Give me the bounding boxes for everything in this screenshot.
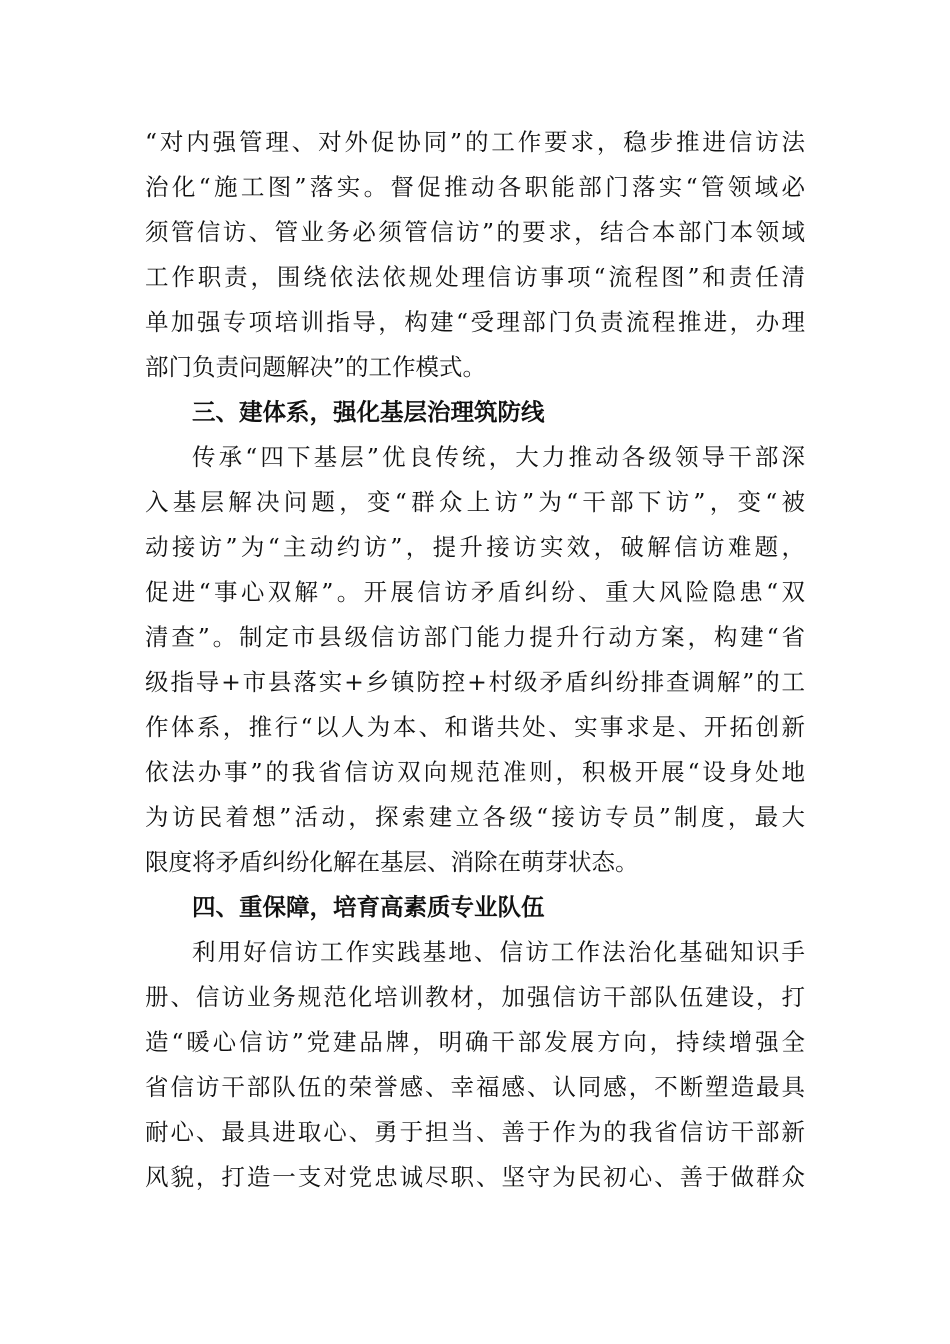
body-line: 依法办事”的我省信访双向规范准则，积极开展“设身处地 xyxy=(145,758,805,786)
body-line: 须管信访、管业务必须管信访”的要求，结合本部门本领域 xyxy=(145,218,805,246)
body-line: 限度将矛盾纠纷化解在基层、消除在萌芽状态。 xyxy=(145,848,639,876)
body-line: 部门负责问题解决”的工作模式。 xyxy=(145,353,487,381)
body-line: 单加强专项培训指导，构建“受理部门负责流程推进，办理 xyxy=(145,308,805,336)
body-line: 传承“四下基层”优良传统，大力推动各级领导干部深 xyxy=(192,443,805,471)
body-line: 册、信访业务规范化培训教材，加强信访干部队伍建设，打 xyxy=(145,983,805,1011)
body-line: 动接访”为“主动约访”，提升接访实效，破解信访难题， xyxy=(145,533,805,561)
body-line: 清查”。制定市县级信访部门能力提升行动方案，构建“省 xyxy=(145,623,805,651)
body-line: 治化“施工图”落实。督促推动各职能部门落实“管领域必 xyxy=(145,173,805,201)
body-line: 为访民着想”活动，探索建立各级“接访专员”制度，最大 xyxy=(145,803,805,831)
section-heading-3: 三、建体系，强化基层治理筑防线 xyxy=(192,398,545,426)
body-line: 促进“事心双解”。开展信访矛盾纠纷、重大风险隐患“双 xyxy=(145,578,805,606)
section-heading-4: 四、重保障，培育高素质专业队伍 xyxy=(192,893,545,921)
body-line: 省信访干部队伍的荣誉感、幸福感、认同感，不断塑造最具 xyxy=(145,1073,805,1101)
body-line: 作体系，推行“以人为本、和谐共处、实事求是、开拓创新 xyxy=(145,713,805,741)
body-line: 级指导+市县落实+乡镇防控+村级矛盾纠纷排查调解”的工 xyxy=(145,668,805,696)
body-line: 入基层解决问题，变“群众上访”为“干部下访”，变“被 xyxy=(145,488,805,516)
body-line: 利用好信访工作实践基地、信访工作法治化基础知识手 xyxy=(192,938,805,966)
body-line: 造“暖心信访”党建品牌，明确干部发展方向，持续增强全 xyxy=(145,1028,805,1056)
body-line: “对内强管理、对外促协同”的工作要求，稳步推进信访法 xyxy=(145,128,805,156)
body-line: 风貌，打造一支对党忠诚尽职、坚守为民初心、善于做群众 xyxy=(145,1163,805,1191)
body-line: 工作职责，围绕依法依规处理信访事项“流程图”和责任清 xyxy=(145,263,805,291)
body-line: 耐心、最具进取心、勇于担当、善于作为的我省信访干部新 xyxy=(145,1118,805,1146)
